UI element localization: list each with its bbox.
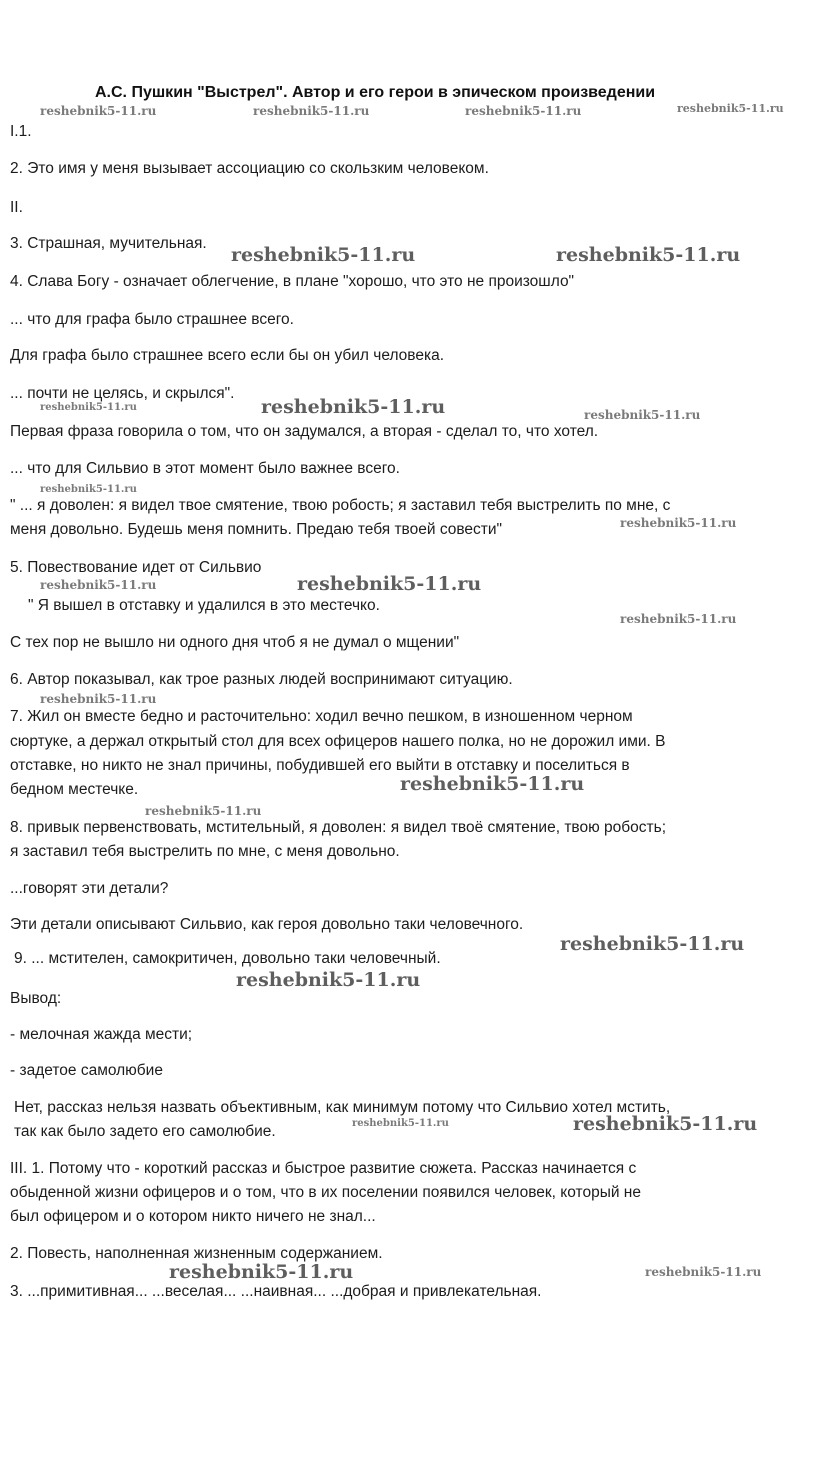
answer-line: 2. Повесть, наполненная жизненным содержанием.: [10, 1245, 383, 1262]
answer-line: " Я вышел в отставку и удалился в это местечко.: [28, 597, 380, 614]
answer-line: 3. ...примитивная... ...веселая... ...наивная... ...добрая и привлекательная.: [10, 1283, 542, 1300]
watermark: reshebnik5-11.ru: [556, 244, 741, 266]
answer-line: I.1.: [10, 123, 32, 140]
watermark: reshebnik5-11.ru: [253, 104, 370, 118]
watermark: reshebnik5-11.ru: [236, 969, 421, 991]
answer-line: Вывод:: [10, 990, 62, 1007]
watermark: reshebnik5-11.ru: [40, 104, 157, 118]
answer-line: я заставил тебя выстрелить по мне, с меня довольно.: [10, 843, 400, 860]
watermark: reshebnik5-11.ru: [620, 612, 737, 626]
answer-line: - мелочная жажда мести;: [10, 1026, 193, 1043]
answer-line: отставке, но никто не знал причины, побудившей его выйти в отставку и поселиться в: [10, 757, 630, 774]
watermark: reshebnik5-11.ru: [169, 1261, 354, 1283]
watermark: reshebnik5-11.ru: [677, 102, 784, 115]
answer-line: 2. Это имя у меня вызывает ассоциацию со скользким человеком.: [10, 160, 489, 177]
answer-line: обыденной жизни офицеров и о том, что в их поселении появился человек, который не: [10, 1184, 641, 1201]
answer-line: ... что для графа было страшнее всего.: [10, 311, 294, 328]
answer-line: Эти детали описывают Сильвио, как героя довольно таки человечного.: [10, 916, 524, 933]
answer-line: Для графа было страшнее всего если бы он убил человека.: [10, 347, 445, 364]
answer-line: 3. Страшная, мучительная.: [10, 235, 207, 252]
answer-line: ... что для Сильвио в этот момент было важнее всего.: [10, 460, 400, 477]
answer-line: 4. Слава Богу - означает облегчение, в плане "хорошо, что это не произошло": [10, 273, 575, 290]
answer-line: ... почти не целясь, и скрылся".: [10, 385, 235, 402]
watermark: reshebnik5-11.ru: [620, 516, 737, 530]
answer-line: II.: [10, 199, 23, 216]
answer-line: " ... я доволен: я видел твое смятение, твою робость; я заставил тебя выстрелить по мне, с: [10, 497, 671, 514]
watermark: reshebnik5-11.ru: [465, 104, 582, 118]
answer-line: сюртуке, а держал открытый стол для всех офицеров нашего полка, но не дорожил ими. В: [10, 733, 666, 750]
watermark: reshebnik5-11.ru: [560, 933, 745, 955]
watermark: reshebnik5-11.ru: [40, 692, 157, 706]
watermark: reshebnik5-11.ru: [573, 1113, 758, 1135]
watermark: reshebnik5-11.ru: [145, 804, 262, 818]
watermark: reshebnik5-11.ru: [231, 244, 416, 266]
answer-line: 5. Повествование идет от Сильвио: [10, 559, 262, 576]
answer-line: Нет, рассказ нельзя назвать объективным, как минимум потому что Сильвио хотел мстить,: [14, 1099, 671, 1116]
answer-line: был офицером и о котором никто ничего не знал...: [10, 1208, 376, 1225]
answer-line: 6. Автор показывал, как трое разных людей воспринимают ситуацию.: [10, 671, 513, 688]
answer-line: 8. привык первенствовать, мстительный, я доволен: я видел твоё смятение, твою робость;: [10, 819, 667, 836]
answer-line: С тех пор не вышло ни одного дня чтоб я не думал о мщении": [10, 634, 460, 651]
watermark: reshebnik5-11.ru: [261, 396, 446, 418]
answer-line: 9. ... мстителен, самокритичен, довольно таки человечный.: [14, 950, 441, 967]
watermark: reshebnik5-11.ru: [40, 484, 137, 495]
watermark: reshebnik5-11.ru: [645, 1265, 762, 1279]
watermark: reshebnik5-11.ru: [40, 402, 137, 413]
answer-line: - задетое самолюбие: [10, 1062, 163, 1079]
answer-line: ...говорят эти детали?: [10, 880, 169, 897]
watermark: reshebnik5-11.ru: [352, 1118, 449, 1129]
answer-line: III. 1. Потому что - короткий рассказ и быстрое развитие сюжета. Рассказ начинается с: [10, 1160, 637, 1177]
watermark: reshebnik5-11.ru: [584, 408, 701, 422]
answer-line: Первая фраза говорила о том, что он задумался, а вторая - сделал то, что хотел.: [10, 423, 599, 440]
answer-line: меня довольно. Будешь меня помнить. Предаю тебя твоей совести": [10, 521, 503, 538]
page-title: А.С. Пушкин "Выстрел". Автор и его герои в эпическом произведении: [95, 84, 656, 101]
watermark: reshebnik5-11.ru: [400, 773, 585, 795]
watermark: reshebnik5-11.ru: [40, 578, 157, 592]
watermark: reshebnik5-11.ru: [297, 573, 482, 595]
answer-line: 7. Жил он вместе бедно и расточительно: ходил вечно пешком, в изношенном черном: [10, 708, 633, 725]
answer-line: бедном местечке.: [10, 781, 139, 798]
answer-line: так как было задето его самолюбие.: [14, 1123, 276, 1140]
